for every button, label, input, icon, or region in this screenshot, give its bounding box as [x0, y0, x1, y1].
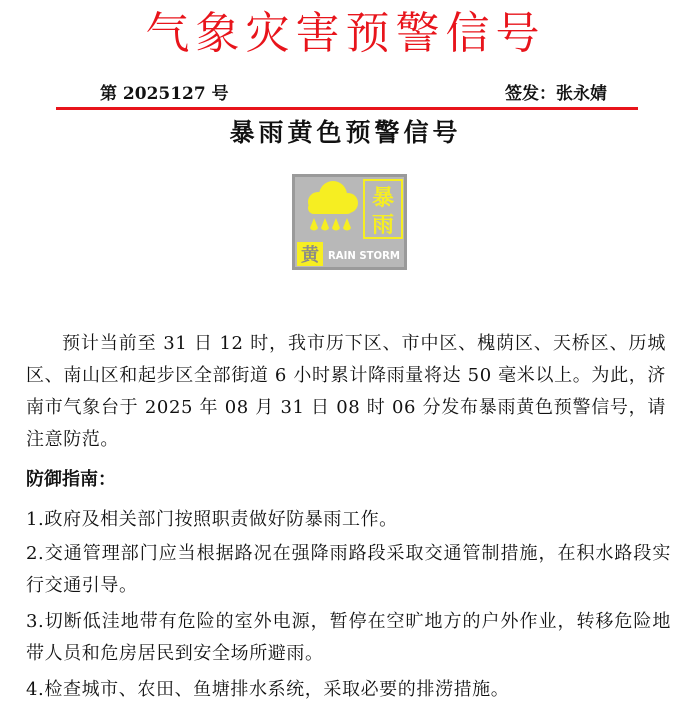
warning-body-paragraph: 预计当前至 31 日 12 时，我市历下区、市中区、槐荫区、天桥区、历城区、南山区和起步区全部街道 6 小时累计降雨量将达 50 毫米以上。为此，济南市气象台于 2025 年 08 月 31 日 08 时 06 分发布暴雨黄色预警信号，请注意防范。	[26, 333, 666, 450]
signal-char-top: 暴	[371, 186, 395, 211]
warning-title: 暴雨黄色预警信号	[229, 118, 462, 147]
guide-item: 1.政府及相关部门按照职责做好防暴雨工作。	[26, 509, 398, 530]
signal-level-char: 黄	[301, 245, 319, 266]
signal-english-label: RAIN STORM	[328, 249, 400, 262]
guide-item: 2.交通管理部门应当根据路况在强降雨路段采取交通管制措施，在积水路段实行交通引导。	[26, 543, 671, 596]
signal-char-middle: 雨	[371, 213, 395, 238]
document-number: 第 2025127 号	[100, 84, 229, 104]
guide-heading: 防御指南：	[26, 469, 116, 490]
signer: 签发：张永婧	[505, 84, 607, 104]
header-divider	[56, 107, 638, 110]
guide-item: 3.切断低洼地带有危险的室外电源，暂停在空旷地方的户外作业，转移危险地带人员和危房居民到安全场所避雨。	[26, 611, 671, 664]
rainstorm-yellow-signal-icon	[292, 174, 407, 270]
document-meta-row	[0, 79, 691, 103]
guide-item: 4.检查城市、农田、鱼塘排水系统，采取必要的排涝措施。	[26, 679, 510, 700]
document-header-title: 气象灾害预警信号	[145, 8, 546, 59]
